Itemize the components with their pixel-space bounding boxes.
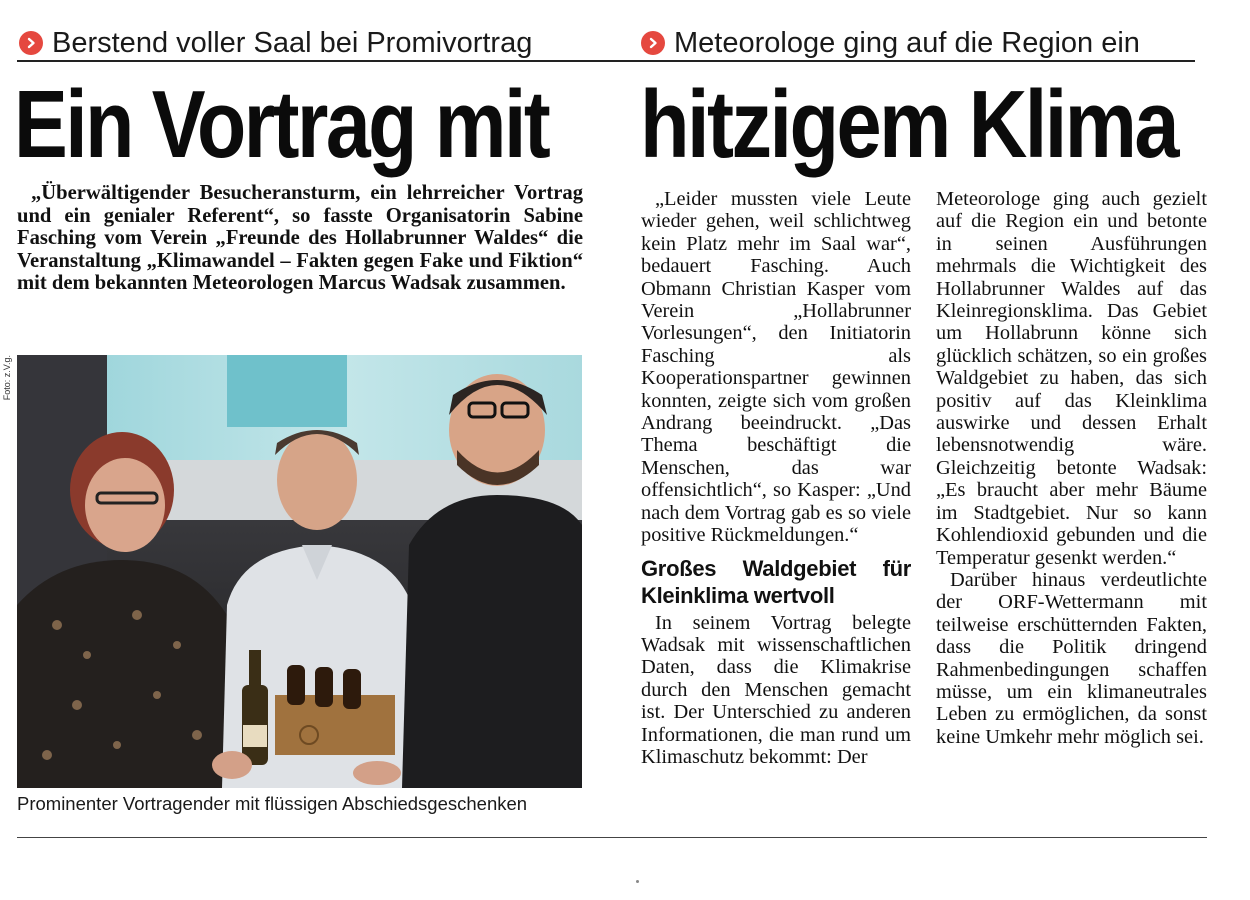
column-2-paragraph-1: Meteorologe ging auch gezielt auf die Region ein und betonte in seinen Ausführungen mehrmals die Wichtigkeit des Hollabrunner Waldes auf das Kleinregionsklima. Das Gebiet um Hollabrunn könne sich glücklich schätzen, so ein großes Waldgebiet zu haben, das sich positiv auf das Kleinklima auswirke und dessen Erhalt lebensnotwendig wäre. Gleichzeitig betonte Wadsak: „Es braucht aber mehr Bäume im Stadtgebiet. Nur so kann Kohlendioxid gebunden und die Temperatur gesenkt werden.“ — [936, 188, 1207, 569]
column-2-paragraph-2: Darüber hinaus verdeutlichte der ORF-Wettermann mit teilweise erschütternden Fakten, dass die Politik dringend Rahmenbedingungen schaffen müsse, um ein klimaneutrales Leben zu ermöglichen, da sonst keine Umkehr mehr möglich sei. — [936, 568, 1207, 748]
right-kicker — [641, 26, 1140, 60]
article-column-1 — [641, 188, 911, 768]
lead-paragraph: „Überwältigender Besucheransturm, ein lehrreicher Vortrag und ein genialer Referent“, so fasste Organisatorin Sabine Fasching vom Verein „Freunde des Hollabrunner Waldes“ die Veranstaltung „Klimawandel – Fakten gegen Fake und Fiktion“ mit dem bekannten Meteorologen Marcus Wadsak zusammen. — [17, 182, 583, 295]
photo-illustration — [17, 355, 582, 788]
photo-caption: Prominenter Vortragender mit flüssigen Abschiedsgeschenken — [17, 793, 528, 814]
scan-speck — [636, 880, 639, 883]
chevron-right-icon — [19, 31, 43, 55]
column-1-paragraph-1: „Leider mussten viele Leute wieder gehen, weil schlichtweg kein Platz mehr im Saal war“, bedauert Fasching. Auch Obmann Christian Kasper vom Verein „Hollabrunner Vorlesungen“, den Initiatorin Fasching als Kooperationspartner gewinnen konnten, zeigte sich vom großen Andrang beeindruckt. „Das Thema beschäftigt die Menschen, das war offensichtlich“, so Kasper: „Und nach dem Vortrag gab es so viele positive Rückmeldungen.“ — [641, 188, 911, 547]
left-kicker-text: Berstend voller Saal bei Promivortrag — [52, 26, 533, 59]
bottom-rule — [17, 837, 1207, 838]
left-kicker — [19, 26, 532, 60]
column-1-paragraph-2: In seinem Vortrag belegte Wadsak mit wissenschaftlichen Daten, dass die Klimakrise durch den Menschen gemacht ist. Der Unterschied zu anderen Informationen, die man rund um Klimaschutz bekommt: Der — [641, 611, 911, 768]
chevron-right-icon — [641, 31, 665, 55]
right-kicker-rule — [605, 60, 1195, 62]
article-photo — [17, 355, 582, 788]
right-headline: hitzigem Klima — [640, 71, 1177, 178]
left-kicker-rule — [17, 60, 605, 62]
left-headline: Ein Vortrag mit — [14, 71, 549, 178]
right-kicker-text: Meteorologe ging auf die Region ein — [674, 26, 1140, 59]
subheading: Großes Waldgebiet für Kleinklima wertvoll — [641, 555, 911, 608]
article-column-2 — [936, 188, 1207, 748]
photo-credit: Foto: z.V.g. — [2, 355, 12, 401]
